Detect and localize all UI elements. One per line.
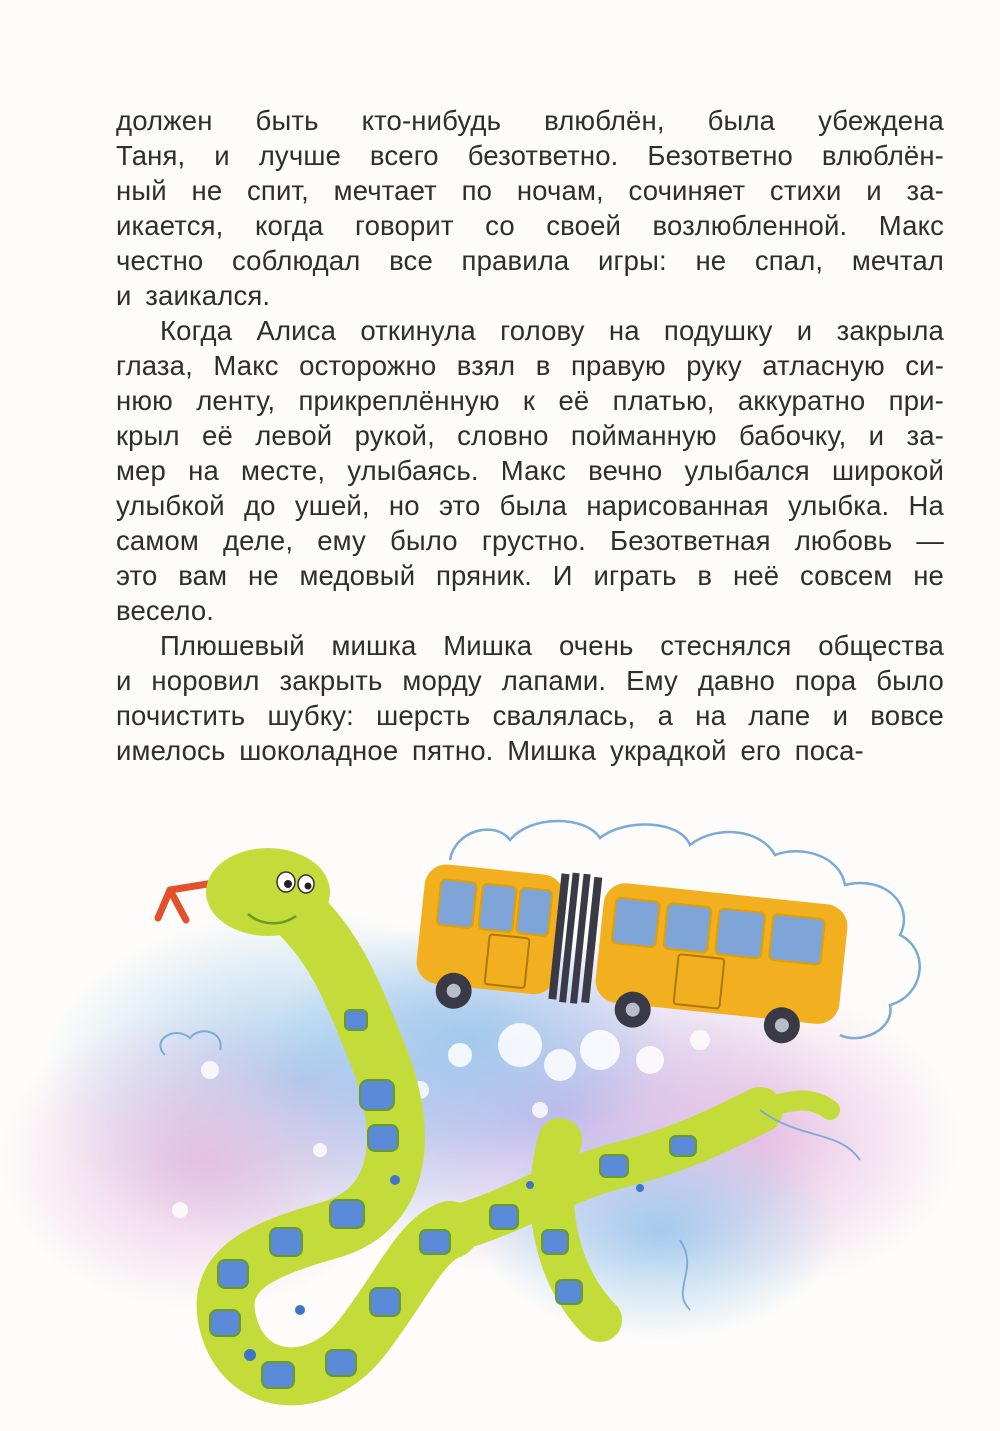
text-line: самом деле, ему было грустно. Безответная любовь — — [116, 525, 944, 556]
text-line: это вам не медовый пряник. И играть в неё совсем не — [116, 560, 944, 591]
text-line: имелось шоколадное пятно. Мишка украдкой его поса- — [116, 735, 864, 766]
text-line: честно соблюдал все правила игры: не спал, мечтал — [116, 245, 944, 276]
text-line: весело. — [116, 595, 215, 626]
text-line: почистить шубку: шерсть свалялась, а на лапе и вовсе — [116, 700, 944, 731]
text-line: и норовил закрыть морду лапами. Ему давно пора было — [116, 665, 944, 696]
text-line: Таня, и лучше всего безответно. Безответно влюблён- — [116, 140, 944, 171]
text-line: и заикался. — [116, 280, 271, 311]
illustration-svg — [0, 810, 1000, 1431]
text-line: Когда Алиса откинула голову на подушку и закрыла — [160, 315, 944, 346]
text-line: должен быть кто-нибудь влюблён, была убеждена — [116, 105, 944, 136]
illustration — [0, 810, 1000, 1431]
text-line: Плюшевый мишка Мишка очень стеснялся общества — [160, 630, 944, 661]
text-line: ный не спит, мечтает по ночам, сочиняет стихи и за- — [116, 175, 944, 206]
text-line: крыл её левой рукой, словно пойманную бабочку, и за- — [116, 420, 944, 451]
text-line: икается, когда говорит со своей возлюбленной. Макс — [116, 210, 944, 241]
text-line: нюю ленту, прикреплённую к её платью, аккуратно при- — [116, 385, 944, 416]
text-line: мер на месте, улыбаясь. Макс вечно улыбался широкой — [116, 455, 944, 486]
text-line: улыбкой до ушей, но это была нарисованная улыбка. На — [116, 490, 944, 521]
text-line: глаза, Макс осторожно взял в правую руку атласную си- — [116, 350, 944, 381]
page-text — [116, 103, 944, 768]
